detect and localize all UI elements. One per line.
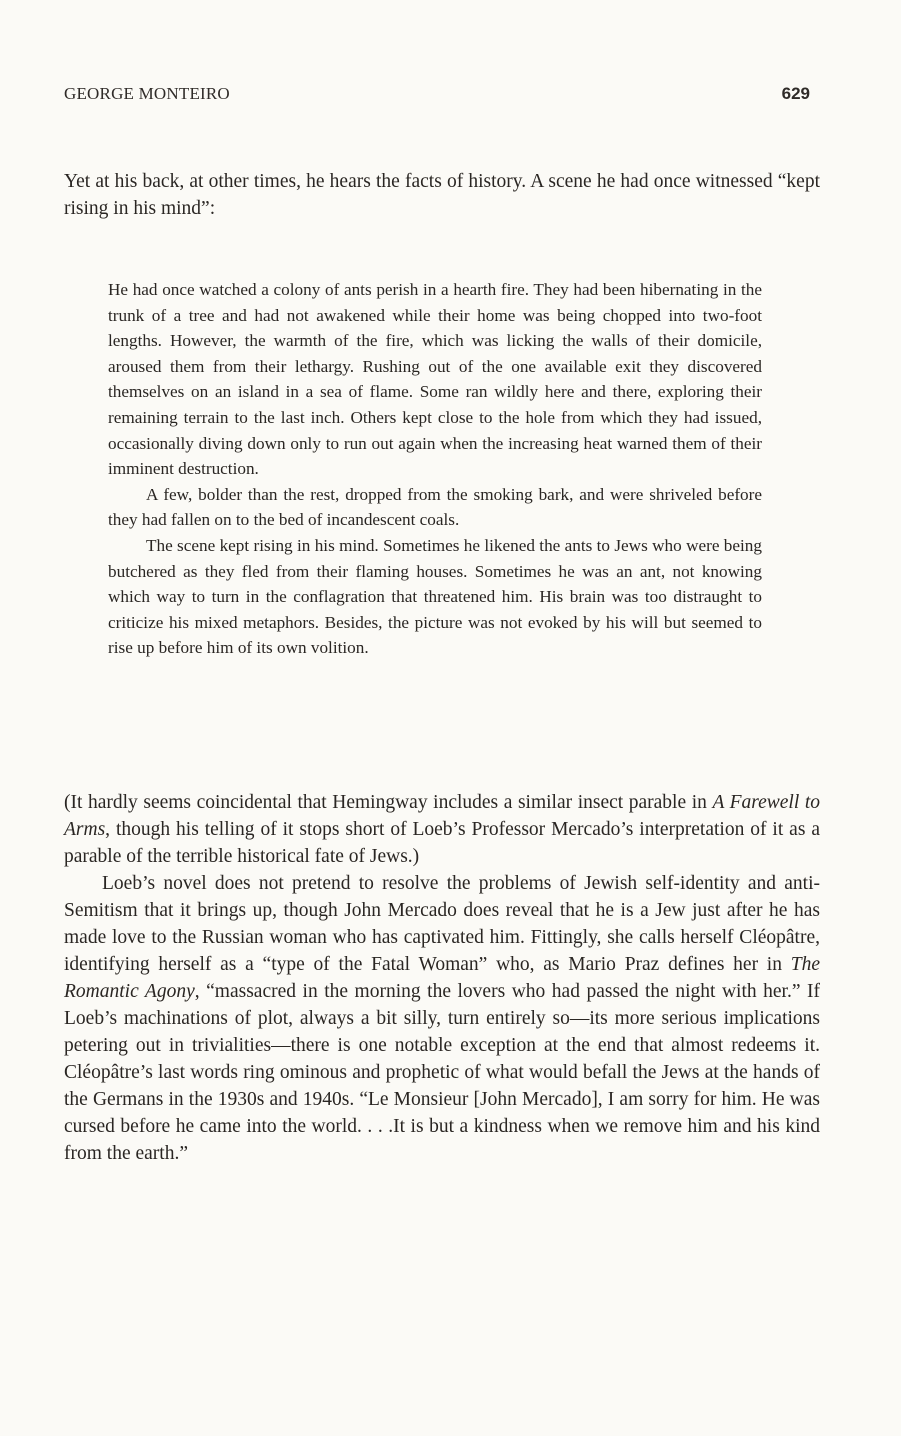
book-title-romantic-agony: The Romantic Agony (64, 954, 820, 1002)
body-text-run: , “massacred in the morning the lovers who had passed the night with her.” If Loeb’s machinations of plot, always a bit silly, turn entirely so—its more serious implications petering out in trivialities—there is one notable exception at the end that almost redeems it. Cléopâtre’s last words ring ominous and prophetic of what would befall the Jews at the hands of the Germans in the 1930s and 1940s. “Le Monsieur [John Mercado], I am sorry for him. He was cursed before he came into the world. . . .It is but a kindness when we remove him and his kind from the earth.” (64, 981, 820, 1164)
body-text-run: (It hardly seems coincidental that Hemingway includes a similar insect parable in (64, 792, 713, 813)
block-quote-paragraph: The scene kept rising in his mind. Sometimes he likened the ants to Jews who were being butchered as they fled from their flaming houses. Sometimes he was an ant, not knowing which way to turn in the conflagration that threatened him. His brain was too distraught to criticize his mixed metaphors. Besides, the picture was not evoked by his will but seemed to rise up before him of its own volition. (108, 535, 762, 658)
body-paragraph-loeb (64, 870, 820, 1167)
running-head-author: GEORGE MONTEIRO (64, 84, 230, 103)
body-text-run: Loeb’s novel does not pretend to resolve the problems of Jewish self-identity and anti-Semitism that it brings up, though John Mercado does reveal that he is a Jew just after he has made love to the Russian woman who has captivated him. Fittingly, she calls herself Cléopâtre, identifying herself as a “type of the Fatal Woman” who, as Mario Praz defines her in (64, 873, 820, 975)
intro-paragraph-block (64, 168, 820, 222)
block-quote-paragraph: He had once watched a colony of ants perish in a hearth fire. They had been hibernating in the trunk of a tree and had not awakened while their home was being chopped into two-foot lengths. However, the warmth of the fire, which was licking the walls of their domicile, aroused them from their lethargy. Rushing out of the one available exit they discovered themselves on an island in a sea of flame. Some ran wildly here and there, exploring their remaining terrain to the last inch. Others kept close to the hole from which they had issued, occasionally diving down only to run out again when the increasing heat warned them of their imminent destruction. (108, 280, 762, 479)
intro-paragraph: Yet at his back, at other times, he hears the facts of history. A scene he had once witnessed “kept rising in his mind”: (64, 171, 820, 219)
page-number: 629 (781, 84, 810, 103)
block-quote-paragraph: A few, bolder than the rest, dropped from the smoking bark, and were shriveled before they had fallen on to the bed of incandescent coals. (108, 484, 762, 530)
running-head (64, 84, 810, 110)
body-text-run: , though his telling of it stops short of Loeb’s Professor Mercado’s interpretation of it as a parable of the terrible historical fate of Jews.) (64, 819, 820, 867)
body-paragraph-hemingway (64, 789, 820, 870)
block-quote (108, 277, 762, 661)
book-title-farewell-to-arms: A Farewell to Arms (64, 792, 821, 840)
commentary-paragraphs (64, 789, 820, 1167)
